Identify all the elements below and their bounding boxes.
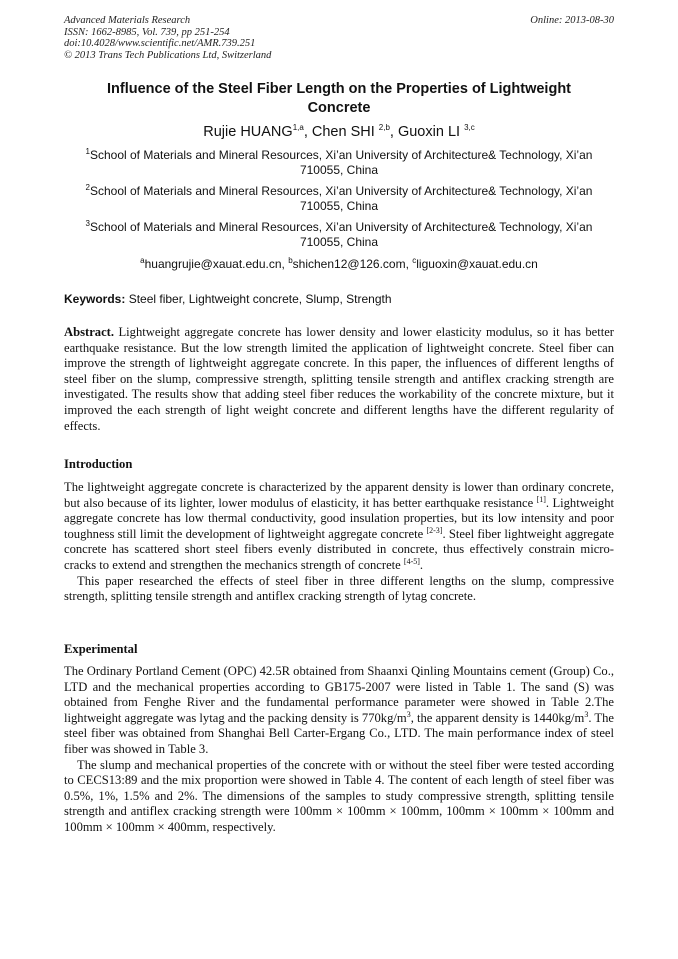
introduction-paragraph-1	[64, 480, 614, 574]
paper-title	[70, 80, 608, 118]
affiliation-number: 1	[85, 147, 90, 156]
citation[interactable]: [1]	[536, 494, 546, 504]
author-separator: ,	[389, 124, 398, 140]
author-separator: ,	[303, 124, 312, 140]
email-link[interactable]: liguoxin@xauat.edu.cn	[416, 257, 538, 271]
affiliation-text: School of Materials and Mineral Resources, Xi’an University of Architecture& Technology, Xi’an	[89, 220, 593, 234]
experimental-paragraph-1	[64, 664, 614, 758]
author-affil-mark: 2,b	[378, 123, 390, 133]
author-affil-mark: 3,c	[464, 123, 475, 133]
email-link[interactable]: shichen12@126.com,	[292, 257, 413, 271]
author-affil-mark: 1,a	[292, 123, 304, 133]
affiliation-number: 3	[85, 219, 90, 228]
citation[interactable]: [4-5]	[403, 556, 420, 566]
journal-header	[64, 15, 271, 61]
online-date: Online: 2013-08-30	[530, 15, 614, 26]
introduction-body	[64, 480, 614, 605]
email-mark: b	[288, 256, 293, 265]
affiliation-text: School of Materials and Mineral Resources, Xi’an University of Architecture& Technology, Xi’an	[89, 148, 593, 162]
paragraph-text: The Ordinary Portland Cement (OPC) 42.5R obtained from Shaanxi Qinling Mountains cement (Group) Co., LTD and the mechanical properties according to GB175-2007 were listed in Table 1. The sand (S) was obtained from Fenghe River and the fundamental performance parameter were showed in Table 2.The lightweight aggregate was lytag and the packing density is 770kg/m	[64, 664, 614, 725]
introduction-paragraph-2: This paper researched the effects of steel fiber in three different lengths on the slump, compressive strength, splitting tensile strength and antiflex cracking strength of lytag concrete.	[64, 573, 614, 604]
keywords	[64, 292, 614, 307]
title-line-1: Influence of the Steel Fiber Length on the Properties of Lightweight	[106, 81, 571, 97]
paragraph-text: . Steel fiber lightweight aggregate concrete has scattered short steel fibers evenly distributed in concrete, thus effectively constrain micro-cracks to extend and strengthen the mechanics strength of concrete	[64, 526, 614, 572]
paragraph-text: . Lightweight aggregate concrete has low thermal conductivity, good insulation properties, but its low intensity and poor toughness still limit the development of lightweight aggregate concrete	[64, 495, 614, 541]
keywords-label: Keywords:	[64, 292, 126, 306]
affiliation-3	[66, 220, 612, 250]
author-name: Chen SHI	[311, 124, 379, 140]
affiliation-postcode: 710055, China	[299, 163, 379, 177]
paragraph-text: , the apparent density is 1440kg/m	[410, 710, 585, 725]
experimental-heading: Experimental	[64, 642, 138, 656]
author-list	[64, 123, 614, 141]
affiliation-text: School of Materials and Mineral Resources, Xi’an University of Architecture& Technology, Xi’an	[89, 184, 593, 198]
affiliation-number: 2	[85, 183, 90, 192]
paragraph-text: .	[419, 557, 424, 572]
abstract	[64, 325, 614, 434]
journal-name: Advanced Materials Research	[64, 15, 191, 26]
affiliation-1	[66, 148, 612, 178]
author-name: Rujie HUANG	[203, 124, 293, 140]
journal-copyright: © 2013 Trans Tech Publications Ltd, Switzerland	[64, 49, 272, 61]
introduction-heading: Introduction	[64, 457, 133, 471]
email-mark: c	[412, 256, 417, 265]
title-line-2: Concrete	[307, 100, 371, 116]
citation[interactable]: [2-3]	[426, 525, 443, 535]
experimental-paragraph-2: The slump and mechanical properties of the concrete with or without the steel fiber were tested according to CECS13:89 and the mix proportion were showed in Table 4. The content of each length of steel fiber was 0.5%, 1%, 1.5% and 2%. The dimensions of the samples to study compressive strength, splitting tensile strength and antiflex cracking strength were 100mm × 100mm × 100mm, 100mm × 100mm × 100mm and 100mm × 100mm × 400mm, respectively.	[64, 757, 614, 834]
abstract-text: Lightweight aggregate concrete has lower density and lower elasticity modulus, so it has better earthquake resistance. But the low strength limited the application of lightweight concrete. Steel fiber can improve the strength of lightweight aggregate concrete. In this paper, the influences of different lengths of steel fiber on the slump, compressive strength, splitting tensile strength and antiflex cracking strength are investigated. The results show that adding steel fiber reduces the workability of the concrete mixture, but it improved the each strength of light weight concrete and different lengths have the different regularity of effects.	[64, 325, 614, 433]
email-link[interactable]: huangrujie@xauat.edu.cn,	[144, 257, 289, 271]
paragraph-text: The lightweight aggregate concrete is characterized by the apparent density is lower than ordinary concrete, but also because of its lighter, lower modulus of elasticity, it has better earthquake resistance	[64, 480, 614, 510]
email-mark: a	[140, 256, 145, 265]
superscript: 3	[406, 709, 411, 719]
journal-doi: doi:10.4028/www.scientific.net/AMR.739.251	[64, 38, 256, 49]
paragraph-text: . The steel fiber was obtained from Shanghai Bell Carter-Ergang Co., LTD. The main performance index of steel fiber was showed in Table 3.	[64, 710, 615, 756]
affiliation-postcode: 710055, China	[299, 235, 379, 249]
author-name: Guoxin LI	[397, 124, 465, 140]
experimental-body	[64, 664, 614, 836]
abstract-label: Abstract.	[64, 325, 115, 339]
affiliation-2	[66, 184, 612, 214]
journal-issn: ISSN: 1662-8985, Vol. 739, pp 251-254	[64, 26, 230, 38]
keywords-text: Steel fiber, Lightweight concrete, Slump, Strength	[125, 292, 392, 306]
affiliation-postcode: 710055, China	[299, 199, 379, 213]
author-emails	[64, 257, 614, 272]
superscript: 3	[584, 709, 589, 719]
